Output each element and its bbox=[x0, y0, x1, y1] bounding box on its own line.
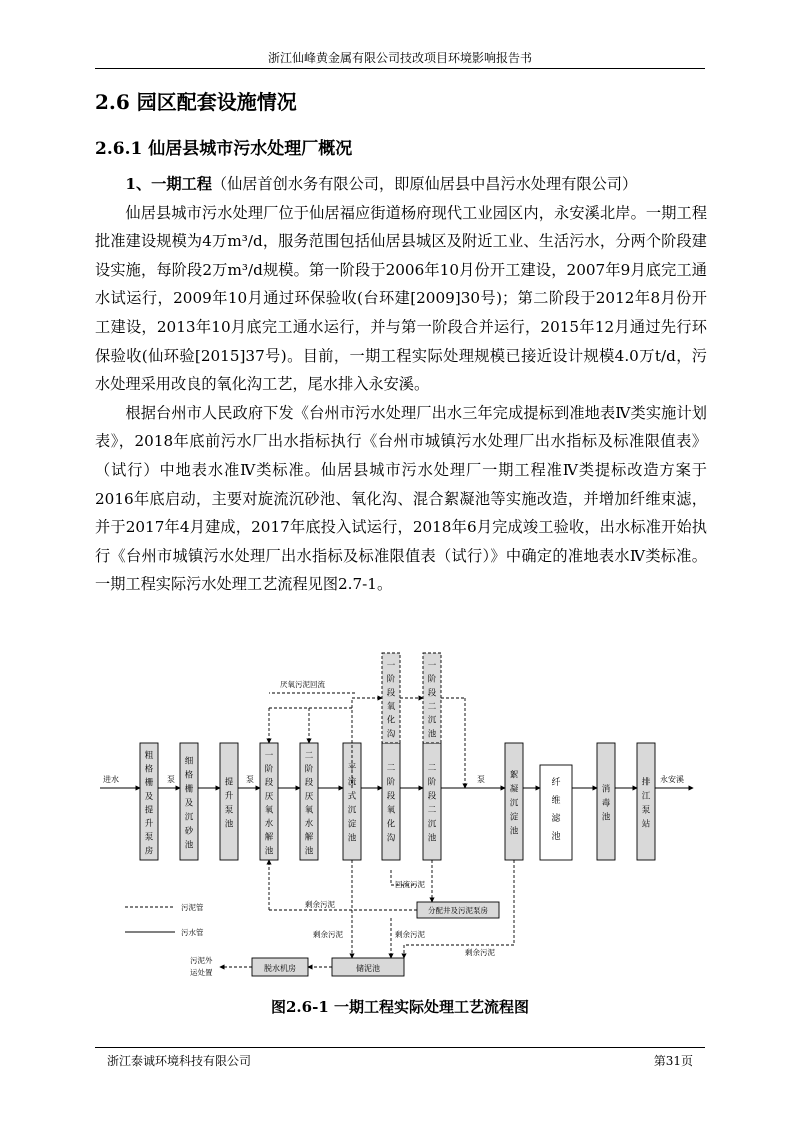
box-ps-label: 排江泵站 bbox=[641, 777, 651, 830]
box-sed-label: 平流式沉淀池 bbox=[347, 763, 357, 844]
inlet-label: 进水 bbox=[103, 775, 119, 784]
box-ox1-label: 一阶段氧化沟 bbox=[386, 660, 396, 740]
anaerobic-return-label: 厌氧污泥回流 bbox=[280, 680, 325, 689]
pump-label-1: 泵 bbox=[167, 775, 175, 784]
return-sludge-label: 回流污泥 bbox=[395, 880, 425, 889]
box-cl1-label: 一阶段二沉池 bbox=[427, 660, 437, 740]
subsection-title: 2.6.1 仙居县城市污水处理厂概况 bbox=[95, 139, 353, 159]
paragraph-3: 根据台州市人民政府下发《台州市污水处理厂出水三年完成提标到准地表Ⅳ类实施计划表》，2018年底前污水厂出水指标执行《台州市城镇污水处理厂出水指标及标准限值表》（试行）中地表水准Ⅳ类标准。仙居县城市污水处理厂一期工程准Ⅳ类提标改造方案于2016年底启动，主要对旋流沉砂池、氧化沟、混合絮凝池等实施改造，并增加纤维束滤，并于2017年4月建成，2017年底投入试运行，2018年6月完成竣工验收，出水标准开始执行《台州市城镇污水处理厂出水指标及标准限值表（试行）》中确定的准地表水Ⅳ类标准。一期工程实际污水处理工艺流程见图2.7-1。 bbox=[95, 403, 707, 594]
process-flow-diagram bbox=[95, 645, 707, 995]
figure-caption: 图2.6-1 一期工程实际处理工艺流程图 bbox=[271, 998, 529, 1016]
box-cl2-label: 二阶段二沉池 bbox=[427, 763, 437, 844]
paragraph-1 bbox=[95, 170, 707, 199]
footer-company: 浙江泰诚环境科技有限公司 bbox=[107, 1054, 252, 1068]
box-fine-label: 细格栅及沉砂池 bbox=[184, 756, 194, 851]
disposal-label-1: 污泥外 bbox=[190, 956, 213, 965]
paragraph-2: 仙居县城市污水处理厂位于仙居福应街道杨府现代工业园区内，永安溪北岸。一期工程批准建设规模为4万m³/d，服务范围包括仙居县城区及附近工业、生活污水，分两个阶段建设实施，每阶段2万m³/d规模。第一阶段于2006年10月份开工建设，2007年9月底完工通水试运行，2009年10月通过环保验收(台环建[2009]30号)；第二阶段于2012年8月份开工建设，2013年10月底完工通水运行，并与第一阶段合并运行，2015年12月通过先行环保验收(仙环验[2015]37号)。目前，一期工程实际处理规模已接近设计规模4.0万t/d，污水处理采用改良的氧化沟工艺，尾水排入永安溪。 bbox=[95, 203, 707, 394]
para1-rest: （仙居首创水务有限公司，即原仙居县中昌污水处理有限公司） bbox=[211, 175, 638, 193]
box-an2-label: 二阶段厌氧水解池 bbox=[304, 750, 314, 857]
body-text bbox=[95, 170, 707, 599]
split-well-label: 分配井及污泥泵房 bbox=[428, 906, 488, 915]
box-fiber-label: 纤维滤池 bbox=[551, 778, 561, 842]
pump-label-3: 泵 bbox=[477, 775, 485, 784]
outlet-label: 永安溪 bbox=[660, 775, 684, 784]
disposal-label-2: 运处置 bbox=[190, 968, 213, 977]
box-coarse-label: 粗格栅及提升泵房 bbox=[144, 750, 154, 857]
box-lift-label: 提升泵池 bbox=[224, 777, 234, 830]
para1-label: 1、一期工程 bbox=[125, 175, 212, 193]
excess-sludge-label-1: 剩余污泥 bbox=[305, 900, 335, 909]
dewater-label: 脱水机房 bbox=[264, 964, 296, 973]
section-title: 2.6 园区配套设施情况 bbox=[95, 90, 297, 114]
pump-label-2: 泵 bbox=[246, 775, 254, 784]
box-floc-label: 絮凝沉淀池 bbox=[509, 770, 519, 837]
page-footer bbox=[95, 1047, 705, 1070]
excess-sludge-label-3: 剩余污泥 bbox=[395, 930, 425, 939]
box-dis-label: 消毒池 bbox=[601, 784, 611, 823]
legend-sludge-label: 污泥管 bbox=[181, 903, 204, 912]
excess-sludge-label-4: 剩余污泥 bbox=[465, 948, 495, 957]
page-header: 浙江仙峰黄金属有限公司技改项目环境影响报告书 bbox=[95, 48, 705, 69]
legend-water-label: 污水管 bbox=[181, 928, 204, 937]
page-number: 第31页 bbox=[653, 1054, 693, 1068]
sludge-tank-label: 储泥池 bbox=[356, 964, 380, 973]
excess-sludge-label-2: 剩余污泥 bbox=[313, 930, 343, 939]
box-an1-label: 一阶段厌氧水解池 bbox=[264, 750, 274, 857]
box-ox2-label: 二阶段氧化沟 bbox=[386, 763, 396, 844]
